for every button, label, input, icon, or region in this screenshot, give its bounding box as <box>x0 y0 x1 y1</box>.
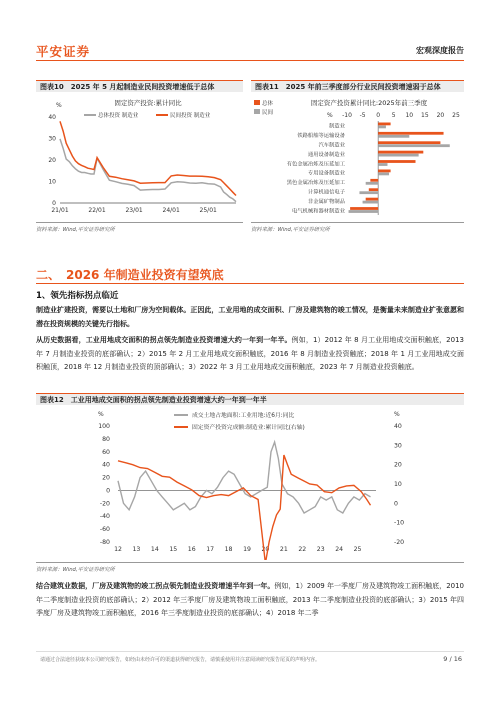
fig11-category-label: 黑色金属冶炼及压延加工 <box>286 180 345 187</box>
fig12-source: 资料来源：Wind,平安证券研究所 <box>36 562 464 573</box>
fig10-legend-label-1: 民间投资 制造业 <box>170 113 211 119</box>
paragraph-2-bold: 从历史数据看，工业用地成交面积的拐点领先制造业投资增速大约一年到一年半。 <box>36 336 292 344</box>
fig12-xtick: 12 <box>114 546 122 553</box>
fig11-xtick: -5 <box>359 112 366 119</box>
fig11-category-label: 汽车制造业 <box>318 142 345 149</box>
fig11-bar-0 <box>350 207 378 210</box>
fig10-chart <box>36 93 243 220</box>
fig12-ytick-right: 10 <box>394 481 402 488</box>
fig11-legend-swatch-1 <box>254 109 260 114</box>
fig12-ytick-left: 80 <box>102 435 110 443</box>
fig12-legend-label-0: 成交土地占地面积:工业用地:近6月:同比 <box>192 413 295 419</box>
fig11-xlabel: % <box>327 112 333 119</box>
fig12-xtick: 16 <box>187 546 196 553</box>
section-title: 二、 2026 年制造业投资有望筑底 <box>36 268 224 282</box>
fig11-xtick: 15 <box>421 112 429 119</box>
fig10-xtick: 22/01 <box>88 207 106 214</box>
fig10-xtick: 25/01 <box>199 207 217 214</box>
fig11-source: 资料来源：Wind,平安证券研究所 <box>251 222 464 233</box>
page-number: 9 / 16 <box>443 655 462 663</box>
footer-divider <box>36 651 464 652</box>
fig11-bar-1 <box>378 163 387 166</box>
fig10-ytick: 20 <box>48 157 56 164</box>
report-type: 宏观深度报告 <box>416 46 464 55</box>
footer-disclaimer: 请通过合法途径获取本公司研究报告，如经由未经许可的渠道获得研究报告，请慎重使用并注意阅读研究报告尾页的声明内容。 <box>40 657 321 663</box>
fig11-bar-1 <box>366 182 378 185</box>
fig12-xtick: 17 <box>206 546 215 553</box>
subsection-title: 1、领先指标拐点临近 <box>36 291 119 301</box>
fig11-bar-1 <box>378 154 418 157</box>
header-divider <box>36 60 464 61</box>
fig10-xtick: 21/01 <box>51 207 69 214</box>
fig10-legend-label-0: 总体投资 制造业 <box>98 113 139 119</box>
fig11-category-label: 专用设备制造业 <box>307 170 345 177</box>
fig10-ytick: 40 <box>48 114 56 121</box>
fig12-xtick: 20 <box>261 546 270 553</box>
fig10-ylabel: % <box>56 102 62 109</box>
fig12-xtick: 21 <box>279 546 288 553</box>
fig12-ytick-left: 40 <box>102 461 110 469</box>
fig12-xtick: 19 <box>243 546 251 553</box>
fig12-ytick-right: 30 <box>394 442 402 450</box>
fig11-title: 固定资产投资累计同比:2025年前三季度 <box>310 99 428 107</box>
fig12-xtick: 15 <box>169 546 178 553</box>
fig11-category-label: 通用设备制造业 <box>307 151 345 158</box>
fig12-ytick-left: -60 <box>99 526 110 534</box>
brand-logo: 平安证券 <box>36 44 91 59</box>
fig11-xtick: 20 <box>436 112 445 119</box>
fig11-category-label: 铁路船舶等运输设备 <box>297 133 345 140</box>
fig12-series-line-1 <box>118 455 371 560</box>
fig11-bar-0 <box>378 141 440 144</box>
fig11-bar-0 <box>378 123 390 126</box>
fig10-xtick: 24/01 <box>162 207 180 214</box>
fig10-ytick: 30 <box>48 135 56 143</box>
fig10-title: 固定资产投资:累计同比 <box>114 99 182 107</box>
fig11-bar-1 <box>378 126 386 129</box>
fig12-chart <box>36 406 464 560</box>
fig12-ytick-right: 40 <box>394 423 402 430</box>
fig10-source: 资料来源：Wind,平安证券研究所 <box>36 222 243 233</box>
fig11-xtick: 10 <box>405 112 414 119</box>
fig12-ytick-right: 0 <box>394 500 398 508</box>
fig12-ytick-left: -80 <box>99 539 110 546</box>
fig12-series-line-0 <box>118 442 371 513</box>
fig10-ytick: 0 <box>52 200 56 207</box>
fig12-ytick-left: -20 <box>99 500 110 508</box>
fig12-xtick: 24 <box>335 546 344 553</box>
fig11-bar-1 <box>378 135 409 138</box>
fig11-bar-0 <box>378 132 443 135</box>
fig12-xtick: 14 <box>150 546 159 553</box>
fig11-category-label: 有色金属冶炼及压延加工 <box>286 161 345 168</box>
fig11-category-label: 电气机械和器材制造业 <box>292 208 345 215</box>
fig12-xtick: 22 <box>298 546 307 553</box>
fig11-bar-1 <box>349 210 379 213</box>
fig12-legend-label-1: 固定资产投资完成额:制造业:累计同比(右轴) <box>192 425 305 431</box>
fig12-ytick-right: -20 <box>394 539 405 546</box>
fig12-ytick-left: 0 <box>106 487 110 495</box>
fig11-bar-1 <box>378 144 450 147</box>
paragraph-2 <box>36 334 464 375</box>
section-divider <box>36 283 464 284</box>
fig11-xtick: 0 <box>376 112 381 119</box>
fig11-bar-1 <box>359 191 378 194</box>
fig11-bar-0 <box>378 151 423 154</box>
paragraph-1-bold: 制造业扩建投资，需要以土地和厂房为空间载体。正因此，工业用地的成交面积、厂房及建筑物的竣工情况，是衡量未来制造业扩张意愿和潜在投资规模的关键先行指标。 <box>36 306 464 328</box>
paragraph-3 <box>36 580 464 621</box>
fig12-xtick: 13 <box>132 546 141 553</box>
fig11-bar-1 <box>363 201 379 204</box>
fig11-bar-0 <box>369 188 378 191</box>
fig11-bar-0 <box>378 160 415 163</box>
fig12-ytick-left: 20 <box>102 474 110 482</box>
fig10-ytick: 10 <box>48 178 56 186</box>
paragraph-1 <box>36 304 464 331</box>
fig12-xtick: 23 <box>316 546 325 553</box>
fig12-xtick: 25 <box>353 546 362 553</box>
fig11-legend-label-0: 总体 <box>262 101 274 107</box>
fig12-ytick-right: 20 <box>394 461 402 469</box>
fig12-xtick: 18 <box>224 546 233 553</box>
fig12-ylabel-left: % <box>98 411 104 418</box>
fig11-bar-0 <box>370 179 378 182</box>
fig11-chart <box>251 93 464 220</box>
fig11-bar-0 <box>378 170 390 173</box>
fig11-category-label: 非金属矿物制品 <box>307 198 345 205</box>
fig11-legend-swatch-0 <box>254 100 260 105</box>
fig11-bar-0 <box>366 198 378 201</box>
fig12-ytick-right: -10 <box>394 519 405 527</box>
fig12-ytick-left: 100 <box>98 423 110 430</box>
fig12-ytick-left: 60 <box>102 448 110 456</box>
paragraph-3-text: 例如，1）2009 年一季度厂房及建筑物竣工面积触底，2010 年二季度制造业投资的底部确认；2）2012 年三季度厂房及建筑物竣工面积触底，2013 年二季度制造业投资的底部确认；3）2015 年四季度厂房及建筑物竣工面积触底，2016 年三季度制造业投资的底部确认；4）2018 年二季 <box>36 582 465 617</box>
fig10-xtick: 23/01 <box>125 207 143 214</box>
fig10-series-line-0 <box>60 139 236 202</box>
fig11-bar-1 <box>378 173 389 176</box>
fig12-caption: 图表12 工业用地成交面积的拐点领先制造业投资增速大约一年到一年半 <box>36 393 464 405</box>
fig11-xtick: 5 <box>391 112 396 119</box>
fig10-caption: 图表10 2025 年 5 月起制造业民间投资增速低于总体 <box>36 80 243 92</box>
paragraph-3-bold: 结合建筑业数据，厂房及建筑物的竣工拐点领先制造业投资增速半年到一年。 <box>36 582 275 590</box>
fig12-ylabel-right: % <box>394 411 400 418</box>
fig11-category-label: 计算机通信电子 <box>307 189 345 196</box>
fig12-ytick-left: -40 <box>99 513 110 521</box>
fig11-xtick: -10 <box>342 112 352 119</box>
fig11-caption: 图表11 2025 年前三季度部分行业民间投资增速弱于总体 <box>251 80 464 92</box>
paragraph-2-text: 例如，1）2012 年 8 月工业用地成交面积触底，2013 年 7 月制造业投资的底部确认；2）2015 年 2 月工业用地成交面积触底，2016 年 8 月制造业投资触底；2018 年 1 月工业用地成交面积触顶，2018 年 12 月制造业投资的顶部确认；3）2022 年 3 月工业用地成交面积触底，2023 年 7 月制造业投资触底。 <box>36 336 464 371</box>
fig11-legend-label-1: 民间 <box>262 110 274 116</box>
fig11-xtick: 25 <box>452 112 460 119</box>
fig11-category-label: 制造业 <box>329 123 345 130</box>
